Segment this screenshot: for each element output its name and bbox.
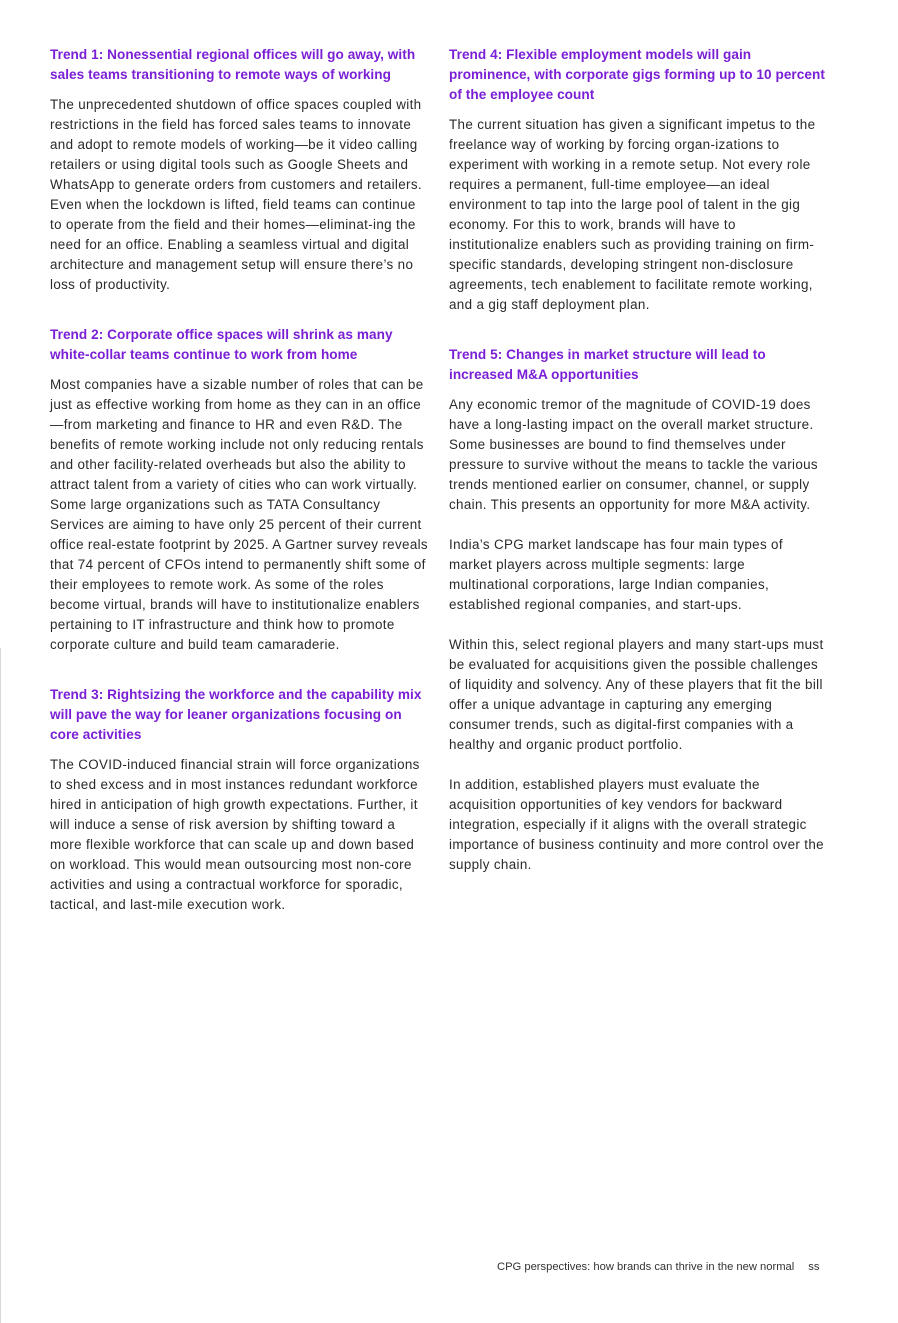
trend-4-body: The current situation has given a significant impetus to the freelance way of working by forcing organ-izations to experiment with working in a remote setup. Not every role requires a permanent, full-time employee—an ideal environment to tap into the large pool of talent in the gig economy. For this to work, brands will have to institutionalize enablers such as providing training on firm-specific standards, developing stringent non-disclosure agreements, tech enablement to facilitate remote working, and a gig staff deployment plan. xyxy=(449,117,816,312)
trend-5-paragraph-1: Any economic tremor of the magnitude of COVID-19 does have a long-lasting impact on the overall market structure. Some businesses are bound to find themselves under pressure to survive without the means to tackle the various trends mentioned earlier on consumer, channel, or supply chain. This presents an opportunity for more M&A activity. xyxy=(449,397,818,512)
trend-1-section xyxy=(50,45,428,295)
trend-3-section xyxy=(50,685,428,915)
page-footer xyxy=(497,1259,819,1275)
trend-5-paragraph-3: Within this, select regional players and many start-ups must be evaluated for acquisitions given the possible challenges of liquidity and solvency. Any of these players that fit the bill offer a unique advantage in capturing any emerging consumer trends, such as digital-first companies with a healthy and organic product portfolio. xyxy=(449,637,824,752)
trend-1-body: The unprecedented shutdown of office spaces coupled with restrictions in the field has forced sales teams to innovate and adopt to remote models of working—be it video calling retailers or using digital tools such as Google Sheets and WhatsApp to generate orders from customers and retailers. Even when the lockdown is lifted, field teams can continue to operate from the field and their homes—eliminat-ing the need for an office. Enabling a seamless virtual and digital architecture and management setup will ensure there’s no loss of productivity. xyxy=(50,97,422,292)
trend-5-section xyxy=(449,345,827,875)
trend-4-heading: Trend 4: Flexible employment models will gain prominence, with corporate gigs forming up to 10 percent of the employee count xyxy=(449,47,825,102)
page-number: ss xyxy=(808,1261,820,1273)
trend-2-heading: Trend 2: Corporate office spaces will shrink as many white-collar teams continue to work from home xyxy=(50,327,393,362)
footer-title: CPG perspectives: how brands can thrive in the new normal xyxy=(497,1261,795,1273)
left-column xyxy=(50,45,428,915)
trend-4-section xyxy=(449,45,827,315)
trend-2-section xyxy=(50,325,428,655)
trend-1-heading: Trend 1: Nonessential regional offices will go away, with sales teams transitioning to remote ways of working xyxy=(50,47,416,82)
page-edge-line xyxy=(0,648,1,1323)
right-column xyxy=(449,45,827,875)
trend-3-heading: Trend 3: Rightsizing the workforce and the capability mix will pave the way for leaner organizations focusing on core activities xyxy=(50,687,422,742)
trend-2-body: Most companies have a sizable number of roles that can be just as effective working from home as they can in an office—from marketing and finance to HR and even R&D. The benefits of remote working include not only reducing rentals and other facility-related overheads but also the ability to attract talent from a variety of cities who can work virtually. Some large organizations such as TATA Consultancy Services are aiming to have only 25 percent of their current office real-estate footprint by 2025. A Gartner survey reveals that 74 percent of CFOs intend to permanently shift some of their employees to remote work. As some of the roles become virtual, brands will have to institutionalize enablers pertaining to IT infrastructure and think how to promote corporate culture and build team camaraderie. xyxy=(50,377,428,652)
trend-5-heading: Trend 5: Changes in market structure will lead to increased M&A opportunities xyxy=(449,347,766,382)
trend-3-body: The COVID-induced financial strain will force organizations to shed excess and in most instances redundant workforce hired in anticipation of high growth expectations. Further, it will induce a sense of risk aversion by shifting toward a more flexible workforce that can scale up and down based on workload. This would mean outsourcing most non-core activities and using a contractual workforce for sporadic, tactical, and last-mile execution work. xyxy=(50,757,420,912)
trend-5-paragraph-4: In addition, established players must evaluate the acquisition opportunities of key vendors for backward integration, especially if it aligns with the overall strategic importance of business continuity and more control over the supply chain. xyxy=(449,777,824,872)
trend-5-paragraph-2: India’s CPG market landscape has four main types of market players across multiple segments: large multinational corporations, large Indian companies, established regional companies, and start-ups. xyxy=(449,537,783,612)
